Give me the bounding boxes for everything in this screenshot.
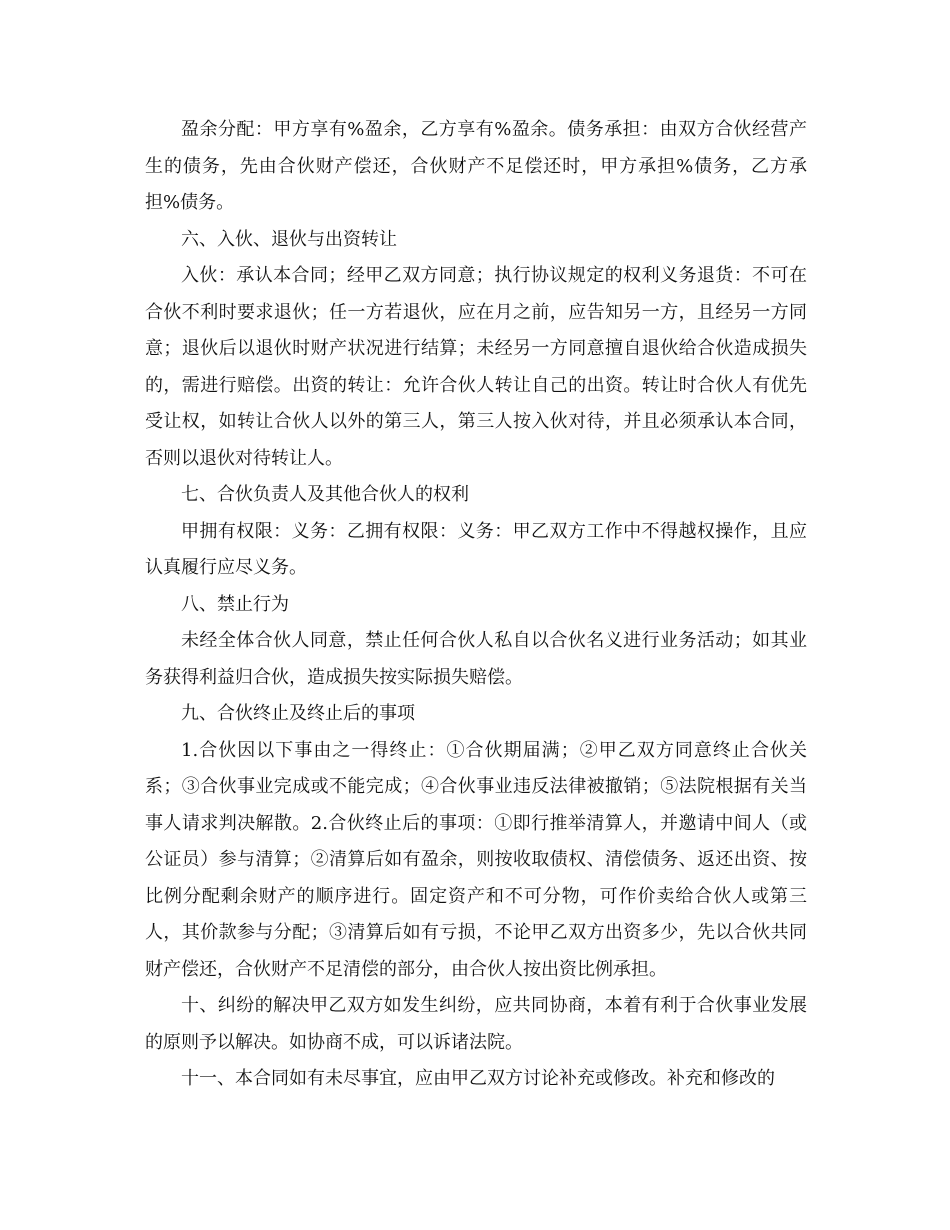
paragraph-termination: 1.合伙因以下事由之一得终止：①合伙期届满；②甲乙双方同意终止合伙关系；③合伙事业完成或不能完成；④合伙事业违反法律被撤销；⑤法院根据有关当事人请求判决解散。2.合伙终止后的事项：①即行推举清算人，并邀请中间人（或公证员）参与清算；②清算后如有盈余，则按收取债权、清偿债务、返还出资、按比例分配剩余财产的顺序进行。固定资产和不可分物，可作价卖给合伙人或第三人，其价款参与分配；③清算后如有亏损，不论甲乙双方出资多少，先以合伙共同财产偿还，合伙财产不足清偿的部分，由合伙人按出资比例承担。 bbox=[145, 739, 807, 980]
section-heading-partner-rights: 七、合伙负责人及其他合伙人的权利 bbox=[181, 484, 469, 505]
paragraph-amendments: 十一、本合同如有未尽事宜，应由甲乙双方讨论补充或修改。补充和修改的 bbox=[181, 1068, 775, 1089]
paragraph-dispute-resolution: 十、纠纷的解决甲乙双方如发生纠纷，应共同协商，本着有利于合伙事业发展的原则予以解决。如协商不成，可以诉诸法院。 bbox=[145, 995, 807, 1053]
paragraph-admission-withdrawal: 入伙：承认本合同；经甲乙双方同意；执行协议规定的权利义务退货：不可在合伙不利时要求退伙；任一方若退伙，应在月之前，应告知另一方，且经另一方同意；退伙后以退伙时财产状况进行结算；未经另一方同意擅自退伙给合伙造成损失的，需进行赔偿。出资的转让：允许合伙人转让自己的出资。转让时合伙人有优先受让权，如转让合伙人以外的第三人，第三人按入伙对待，并且必须承认本合同，否则以退伙对待转让人。 bbox=[145, 265, 807, 469]
paragraph-prohibited-acts: 未经全体合伙人同意，禁止任何合伙人私自以合伙名义进行业务活动；如其业务获得利益归合伙，造成损失按实际损失赔偿。 bbox=[145, 630, 807, 688]
section-heading-prohibited-acts: 八、禁止行为 bbox=[181, 593, 289, 615]
section-heading-admission-withdrawal: 六、入伙、退伙与出资转让 bbox=[181, 228, 397, 250]
document-page bbox=[145, 112, 807, 1098]
paragraph-partner-rights: 甲拥有权限：义务：乙拥有权限：义务：甲乙双方工作中不得越权操作，且应认真履行应尽义务。 bbox=[145, 520, 807, 578]
section-heading-termination: 九、合伙终止及终止后的事项 bbox=[181, 703, 415, 724]
paragraph-profit-distribution: 盈余分配：甲方享有%盈余，乙方享有%盈余。债务承担：由双方合伙经营产生的债务，先由合伙财产偿还，合伙财产不足偿还时，甲方承担%债务，乙方承担%债务。 bbox=[145, 119, 807, 213]
